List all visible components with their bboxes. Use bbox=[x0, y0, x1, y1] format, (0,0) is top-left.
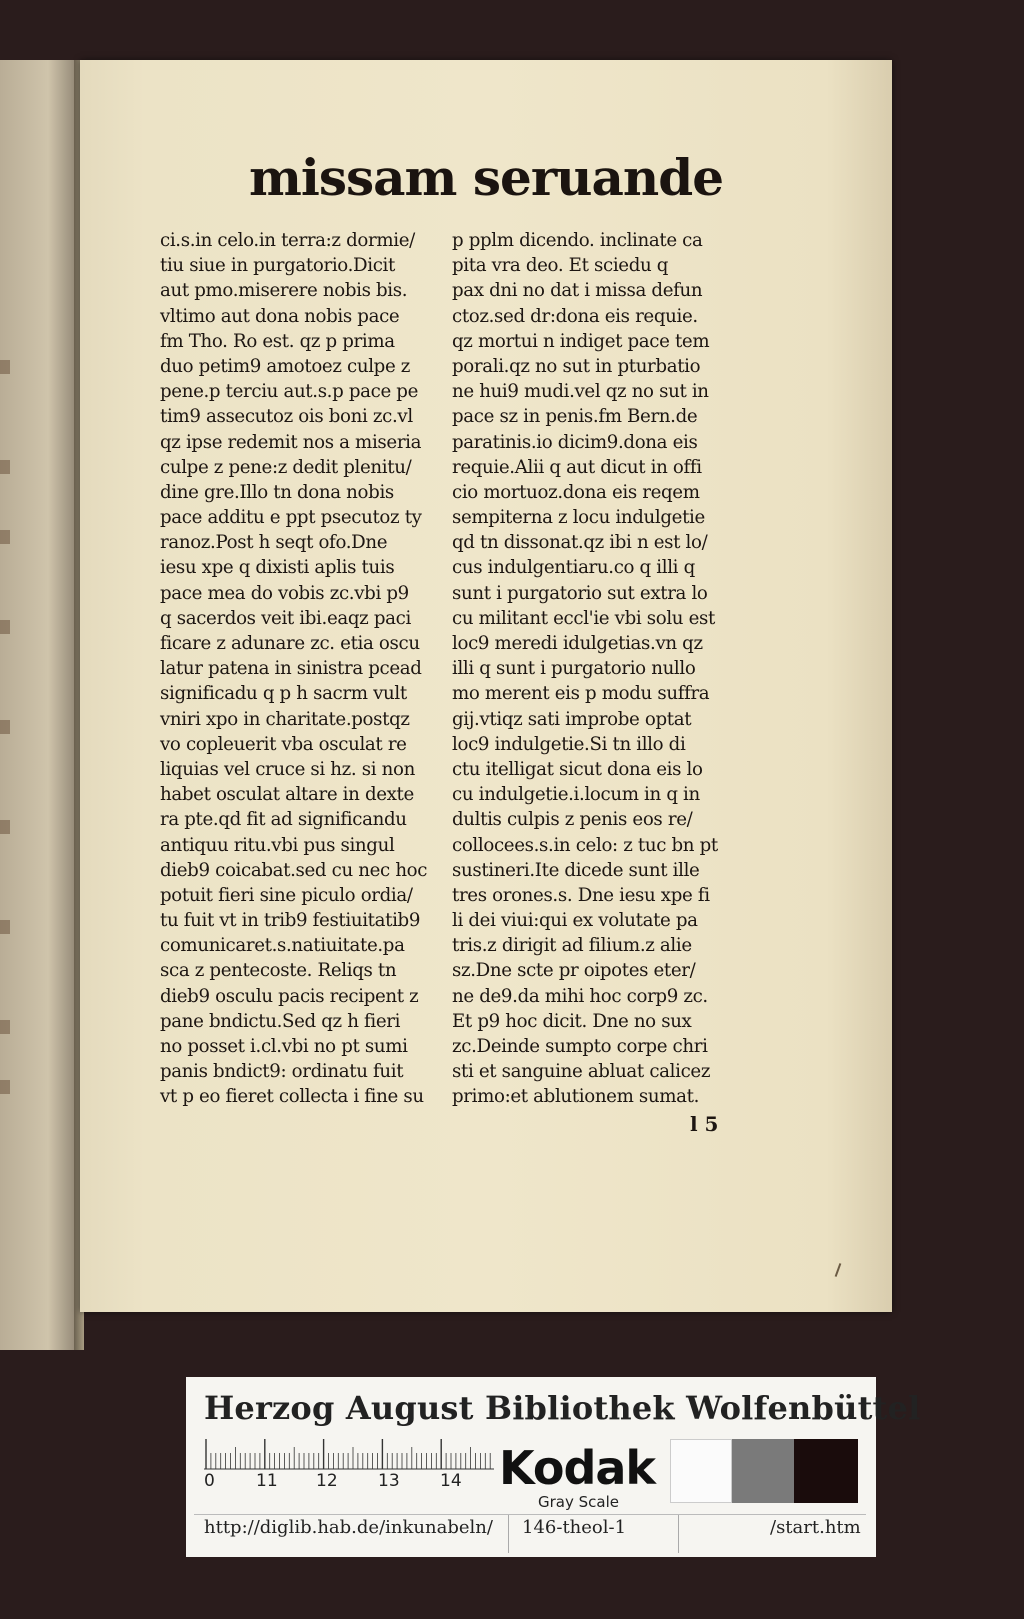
color-scale-card bbox=[186, 1377, 921, 1557]
text-line: sunt i purgatorio sut extra lo bbox=[452, 582, 708, 604]
text-line: tres orones.s. Dne iesu xpe fi bbox=[452, 884, 710, 906]
library-name: Herzog August Bibliothek Wolfenbüttel bbox=[204, 1389, 921, 1427]
text-line: iesu xpe q dixisti aplis tuis bbox=[160, 557, 395, 579]
text-line: cu indulgetie.i.locum in q in bbox=[452, 784, 700, 806]
text-line: tris.z dirigit ad filium.z alie bbox=[452, 935, 692, 957]
text-line: li dei viui:qui ex volutate pa bbox=[452, 910, 698, 932]
text-column-right bbox=[452, 228, 740, 1110]
text-line: pane bndictu.Sed qz h fieri bbox=[160, 1010, 401, 1032]
book-page bbox=[80, 60, 892, 1312]
text-line: ctoz.sed dr:dona eis requie. bbox=[452, 305, 698, 327]
text-line: significadu q p h sacrm vult bbox=[160, 683, 407, 705]
text-line: q sacerdos veit ibi.eaqz paci bbox=[160, 607, 411, 629]
text-line: fm Tho. Ro est. qz p prima bbox=[160, 330, 395, 352]
gray-swatch bbox=[732, 1439, 794, 1503]
text-column-left bbox=[160, 228, 448, 1110]
text-line: loc9 meredi idulgetias.vn qz bbox=[452, 633, 703, 654]
text-line: cus indulgentiaru.co q illi q bbox=[452, 557, 695, 579]
text-line: culpe z pene:z dedit plenitu/ bbox=[160, 456, 412, 478]
text-line: pace sz in penis.fm Bern.de bbox=[452, 406, 698, 428]
text-line: panis bndict9: ordinatu fuit bbox=[160, 1061, 404, 1083]
text-line: loc9 indulgetie.Si tn illo di bbox=[452, 733, 686, 755]
text-line: latur patena in sinistra pcead bbox=[160, 658, 422, 680]
text-line: dultis culpis z penis eos re/ bbox=[452, 809, 693, 831]
text-line: porali.qz no sut in pturbatio bbox=[452, 355, 701, 377]
text-line: qz ipse redemit nos a miseria bbox=[160, 431, 422, 453]
url-suffix: /start.htm bbox=[770, 1517, 861, 1538]
page-mark bbox=[835, 1263, 842, 1277]
text-line: ranoz.Post h seqt ofo.Dne bbox=[160, 532, 388, 554]
text-line: tiu siue in purgatorio.Dicit bbox=[160, 255, 395, 277]
text-line: sempiterna z locu indulgetie bbox=[452, 507, 705, 529]
shelfmark: 146-theol-1 bbox=[522, 1517, 627, 1538]
text-line: vniri xpo in charitate.postqz bbox=[160, 708, 410, 730]
signature-mark: l 5 bbox=[690, 1112, 719, 1136]
text-line: p pplm dicendo. inclinate ca bbox=[452, 230, 703, 251]
ruler-number: 14 bbox=[440, 1471, 462, 1491]
text-line: ficare z adunare zc. etia oscu bbox=[160, 633, 420, 654]
text-line: ne de9.da mihi hoc corp9 zc. bbox=[452, 985, 708, 1007]
text-line: pace mea do vobis zc.vbi p9 bbox=[160, 582, 409, 604]
white-swatch bbox=[670, 1439, 732, 1503]
text-line: Et p9 hoc dicit. Dne no sux bbox=[452, 1010, 692, 1032]
gray-scale-label: Gray Scale bbox=[538, 1493, 619, 1511]
black-swatch bbox=[794, 1439, 858, 1503]
running-head: missam seruande bbox=[248, 148, 724, 207]
text-line: qz mortui n indiget pace tem bbox=[452, 330, 710, 352]
text-line: dieb9 osculu pacis recipent z bbox=[160, 985, 419, 1007]
text-line: liquias vel cruce si hz. si non bbox=[160, 758, 415, 780]
text-line: gij.vtiqz sati improbe optat bbox=[452, 708, 692, 730]
text-line: primo:et ablutionem sumat. bbox=[452, 1086, 700, 1108]
ruler-number: 11 bbox=[256, 1471, 278, 1491]
text-line: illi q sunt i purgatorio nullo bbox=[452, 658, 696, 680]
text-line: cu militant eccl'ie vbi solu est bbox=[452, 607, 715, 629]
text-line: sca z pentecoste. Reliqs tn bbox=[160, 960, 397, 982]
text-line: ctu itelligat sicut dona eis lo bbox=[452, 758, 703, 780]
text-line: tu fuit vt in trib9 festiuitatib9 bbox=[160, 910, 421, 932]
text-line: dine gre.Illo tn dona nobis bbox=[160, 481, 394, 503]
text-line: sti et sanguine abluat calicez bbox=[452, 1061, 711, 1083]
text-line: habet osculat altare in dexte bbox=[160, 784, 414, 806]
text-line: no posset i.cl.vbi no pt sumi bbox=[160, 1036, 408, 1057]
url-separator bbox=[508, 1515, 509, 1553]
ruler-number: 13 bbox=[378, 1471, 400, 1491]
text-line: cio mortuoz.dona eis reqem bbox=[452, 481, 700, 503]
ruler bbox=[204, 1439, 494, 1493]
text-line: collocees.s.in celo: z tuc bn pt bbox=[452, 834, 718, 856]
text-line: tim9 assecutoz ois boni zc.vl bbox=[160, 406, 413, 428]
card-divider bbox=[194, 1514, 866, 1515]
text-line: dieb9 coicabat.sed cu nec hoc bbox=[160, 859, 428, 881]
ruler-number: 0 bbox=[204, 1471, 215, 1491]
text-line: vt p eo fieret collecta i fine su bbox=[160, 1086, 424, 1108]
text-line: vo copleuerit vba osculat re bbox=[160, 733, 407, 755]
ruler-ticks bbox=[204, 1439, 494, 1471]
text-line: pene.p terciu aut.s.p pace pe bbox=[160, 381, 419, 403]
text-line: pace additu e ppt psecutoz ty bbox=[160, 507, 422, 529]
text-line: antiquu ritu.vbi pus singul bbox=[160, 834, 395, 856]
text-line: comunicaret.s.natiuitate.pa bbox=[160, 935, 405, 957]
ruler-number: 12 bbox=[316, 1471, 338, 1491]
text-line: sz.Dne scte pr oipotes eter/ bbox=[452, 960, 696, 982]
text-line: vltimo aut dona nobis pace bbox=[160, 305, 400, 327]
text-line: pita vra deo. Et sciedu q bbox=[452, 255, 669, 277]
kodak-logo: Kodak bbox=[499, 1441, 655, 1495]
text-line: pax dni no dat i missa defun bbox=[452, 280, 703, 302]
text-line: ne hui9 mudi.vel qz no sut in bbox=[452, 381, 709, 403]
text-line: sustineri.Ite dicede sunt ille bbox=[452, 859, 700, 881]
previous-page-edge bbox=[0, 60, 80, 1350]
text-line: aut pmo.miserere nobis bis. bbox=[160, 280, 408, 302]
text-line: zc.Deinde sumpto corpe chri bbox=[452, 1036, 708, 1057]
text-line: qd tn dissonat.qz ibi n est lo/ bbox=[452, 532, 708, 554]
text-line: potuit fieri sine piculo ordia/ bbox=[160, 884, 413, 906]
text-line: mo merent eis p modu suffra bbox=[452, 683, 710, 705]
text-line: ra pte.qd fit ad significandu bbox=[160, 809, 407, 831]
url-prefix: http://diglib.hab.de/inkunabeln/ bbox=[204, 1517, 493, 1538]
text-line: requie.Alii q aut dicut in offi bbox=[452, 456, 702, 478]
text-line: duo petim9 amotoez culpe z bbox=[160, 355, 411, 377]
url-separator bbox=[678, 1515, 679, 1553]
text-line: paratinis.io dicim9.dona eis bbox=[452, 431, 698, 453]
text-line: ci.s.in celo.in terra:z dormie/ bbox=[160, 230, 415, 251]
